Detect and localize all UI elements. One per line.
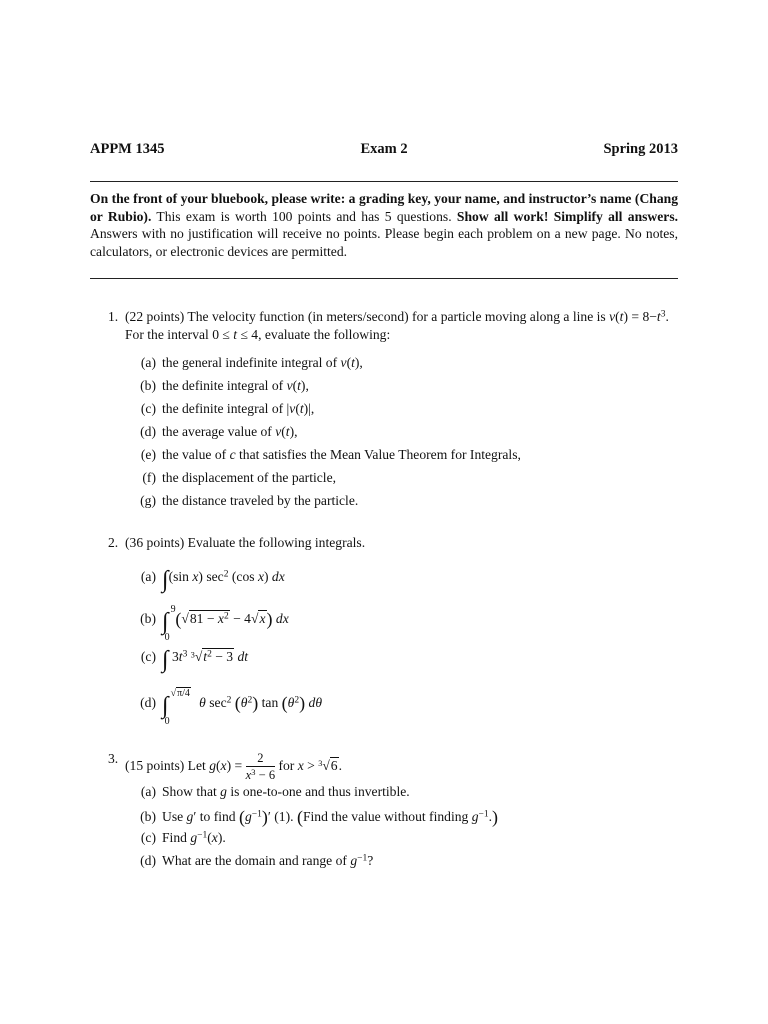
problem-1-part-d: (d) the average value of v(t), [140, 424, 298, 439]
instructions-rest: Answers with no justification will receive no points. Please begin each problem on a new page. No notes, calculators, or electronic devices are permitted. [90, 226, 678, 259]
problem-1-part-e: (e) the value of c that satisfies the Mean Value Theorem for Integrals, [140, 447, 521, 462]
problem-3-part-d: (d) What are the domain and range of $g^{-1}$? [140, 853, 374, 868]
instructions-bold-intro: On the front of your bluebook, please write: a grading key, your name, and instructor’s name (Chang or Rubio). [90, 191, 678, 224]
problem-statement: (15 points) Let g(x) = $\frac{2}{x^3 - 6}$ for x > $^3$√6. [125, 751, 342, 783]
instructions-bold-show-work: Show all work! Simplify all answers. [456, 208, 679, 224]
problem-2-part-a: (a) ∫(sin x) $\sec^2 (\cos$ x) dx [140, 567, 285, 593]
problem-statement: (22 points) The velocity function (in meters/second) for a particle moving along a line is $v(t) = 8-t^3$. For the interval 0 ≤ t ≤ 4, evaluate the following: [125, 309, 669, 342]
problem-2-part-d: (d) ∫ √π/4 0 θ $\sec^2 (\theta^2)$ $\tan (\theta^2)$ dθ [140, 688, 322, 727]
problem-1-part-g: (g) the distance traveled by the particle. [140, 493, 359, 508]
problem-points: (22 points) [125, 309, 185, 324]
problem-1-part-a: (a) the general indefinite integral of v(t), [140, 355, 363, 370]
problem-1-part-f: (f) the displacement of the particle, [142, 470, 337, 485]
exam-instructions [90, 190, 678, 260]
problem-3-part-c: (c) Find $g^{-1}(x)$. [140, 830, 226, 845]
instructions-points: This exam is worth 100 points and has 5 questions. [151, 208, 457, 224]
problem-3-part-a: (a) Show that g is one-to-one and thus invertible. [140, 784, 410, 799]
problem-2-part-b: (b) ∫ 9 0 $(√81 - x^2 - 4√x)$ dx [140, 604, 289, 643]
problem-points: (36 points) [125, 535, 185, 550]
course-code: APPM 1345 [90, 141, 165, 157]
problem-number: 1. [108, 309, 119, 324]
problem-2-part-c: (c) ∫ $3t^3$ $^3√t^2 - 3$ dt [140, 647, 249, 673]
problem-statement: (36 points) Evaluate the following integrals. [125, 535, 366, 550]
problem-1-part-c: (c) the definite integral of |v(t)|, [140, 401, 315, 416]
problem-1-part-b: (b) the definite integral of v(t), [140, 378, 309, 393]
problem-points: (15 points) [125, 757, 185, 773]
problem-number: 2. [108, 535, 119, 550]
bottom-divider [90, 278, 678, 279]
fraction: $\frac{2}{x^3 - 6}$ [245, 751, 276, 783]
exam-term: Spring 2013 [603, 141, 678, 157]
problem-number: 3. [108, 751, 119, 766]
exam-title: Exam 2 [360, 141, 408, 157]
problem-3-part-b: (b) Use g′ to find $(g^{-1})'$ (1). (Find the value without finding $g^{-1}$.) [140, 807, 499, 827]
top-divider [90, 181, 678, 182]
